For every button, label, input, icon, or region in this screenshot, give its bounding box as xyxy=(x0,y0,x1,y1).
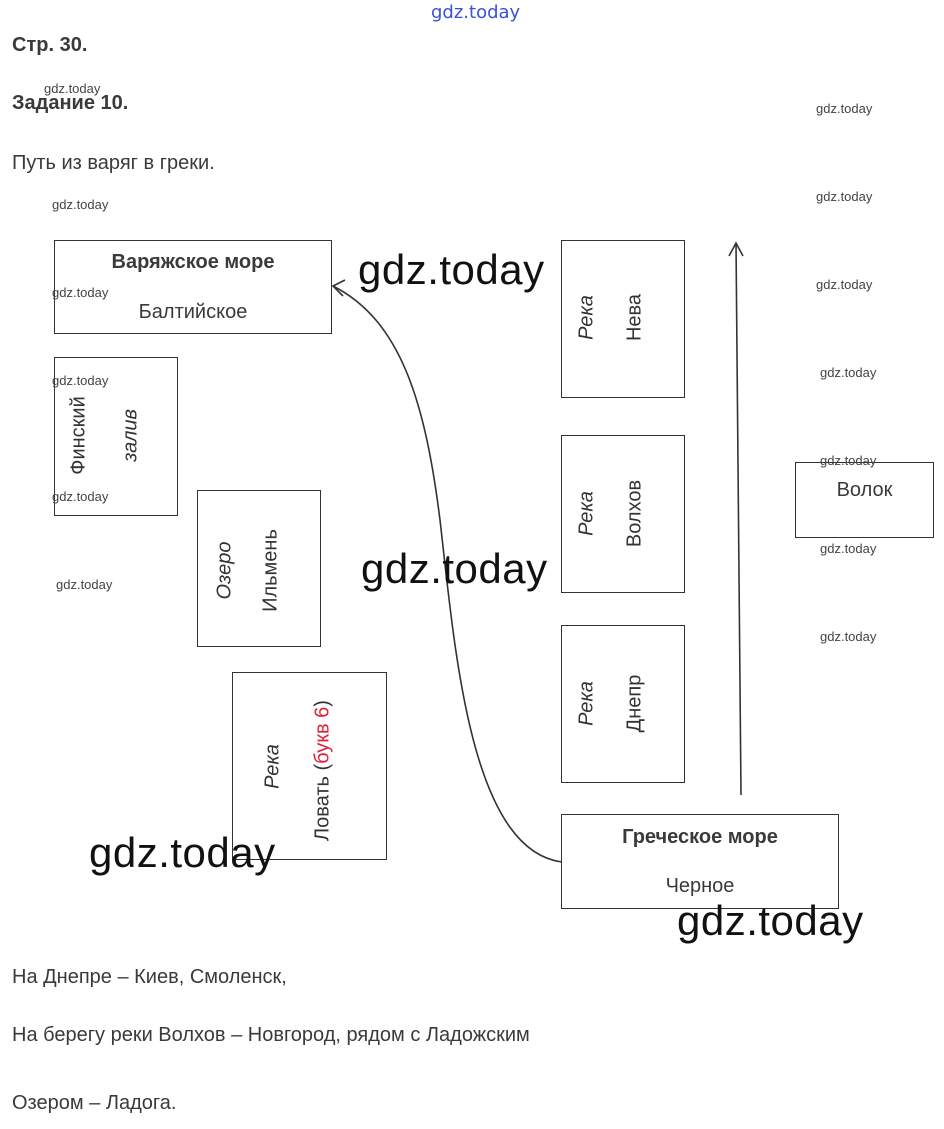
watermark: gdz.today xyxy=(52,285,109,300)
watermark: gdz.today xyxy=(44,81,101,96)
answer-line-2: На берегу реки Волхов – Новгород, рядом с Ладожским xyxy=(12,1024,530,1046)
task-label: Задание 10. xyxy=(12,92,129,114)
varangian-sea-sub: Балтийское xyxy=(138,301,248,323)
dnepr-river-name: Днепр xyxy=(623,674,646,733)
dnepr-river-kind: Река xyxy=(575,681,598,726)
watermark: gdz.today xyxy=(820,629,877,644)
volkhov-river-box xyxy=(561,435,685,593)
watermark-large: gdz.today xyxy=(358,246,545,293)
site-logo: gdz.today xyxy=(431,2,521,23)
watermark: gdz.today xyxy=(52,197,109,212)
greek-sea-sub: Черное xyxy=(665,875,735,897)
watermark: gdz.today xyxy=(816,189,873,204)
watermark: gdz.today xyxy=(820,365,877,380)
lovat-name-text: Ловать ( xyxy=(311,763,334,841)
volkhov-river-kind: Река xyxy=(575,491,598,536)
page-label: Стр. 30. xyxy=(12,34,88,56)
finnish-gulf-word2: залив xyxy=(119,409,142,462)
watermark: gdz.today xyxy=(52,489,109,504)
dnepr-river-box xyxy=(561,625,685,783)
neva-river-name: Нева xyxy=(623,293,646,342)
watermark: gdz.today xyxy=(820,541,877,556)
lovat-river-name xyxy=(312,671,335,871)
lake-ilmen-box xyxy=(197,490,321,647)
watermark-large: gdz.today xyxy=(677,897,864,944)
neva-river-box xyxy=(561,240,685,398)
answer-line-3: Озером – Ладога. xyxy=(12,1092,177,1114)
greek-sea-title: Греческое море xyxy=(622,826,778,848)
lovat-close: ) xyxy=(311,700,334,707)
neva-river-kind: Река xyxy=(575,295,598,340)
vertical-route-arrow xyxy=(736,243,741,795)
lovat-hint: букв 6 xyxy=(311,706,334,764)
volok-box xyxy=(795,462,934,538)
watermark: gdz.today xyxy=(56,577,113,592)
task-text: Путь из варяг в греки. xyxy=(12,152,215,174)
watermark: gdz.today xyxy=(816,101,873,116)
curved-arrowhead xyxy=(333,280,345,296)
varangian-sea-title: Варяжское море xyxy=(111,251,275,273)
volkhov-river-name: Волхов xyxy=(623,479,646,548)
lake-ilmen-name: Ильмень xyxy=(259,529,282,612)
watermark-large: gdz.today xyxy=(89,829,276,876)
watermark: gdz.today xyxy=(52,373,109,388)
watermark-large: gdz.today xyxy=(361,545,548,592)
watermark: gdz.today xyxy=(816,277,873,292)
volok-label: Волок xyxy=(836,479,893,501)
lake-ilmen-kind: Озеро xyxy=(213,541,236,600)
answer-line-1: На Днепре – Киев, Смоленск, xyxy=(12,966,287,988)
lovat-river-kind: Река xyxy=(261,744,284,789)
watermark: gdz.today xyxy=(820,453,877,468)
finnish-gulf-word1: Финский xyxy=(67,396,90,475)
greek-sea-box xyxy=(561,814,839,909)
